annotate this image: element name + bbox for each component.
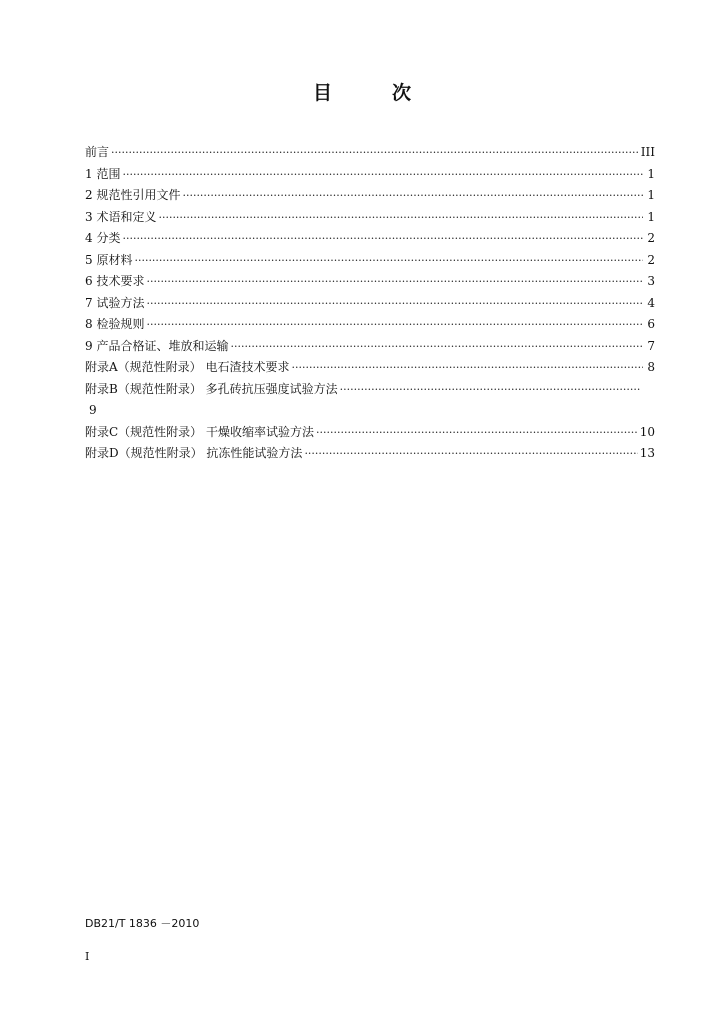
toc-entry-label: 3 术语和定义 xyxy=(85,209,157,224)
toc-entry-page: 2 xyxy=(647,231,655,245)
toc-entry-page: 3 xyxy=(647,274,655,288)
toc-entry-page: 1 xyxy=(647,209,655,224)
dot-leader xyxy=(316,422,638,444)
dot-leader xyxy=(122,228,643,250)
toc-entry-label: 附录A（规范性附录） 电石渣技术要求 xyxy=(85,360,290,374)
dot-leader xyxy=(304,443,637,465)
dot-leader xyxy=(340,379,640,401)
toc-entry-page: 13 xyxy=(639,446,655,460)
toc-entry-8[interactable] xyxy=(85,314,655,336)
toc-entry-appendix-d[interactable] xyxy=(85,443,655,465)
dot-leader xyxy=(146,271,643,293)
toc-entry-page: 7 xyxy=(647,338,655,353)
page-number: I xyxy=(85,950,90,963)
dot-leader xyxy=(230,336,643,358)
dot-leader xyxy=(111,142,639,164)
toc-entry-label: 5 原材料 xyxy=(85,252,133,267)
toc-entry-label: 4 分类 xyxy=(85,231,121,245)
dot-leader xyxy=(146,293,643,315)
dot-leader xyxy=(122,164,643,186)
toc-entry-1[interactable] xyxy=(85,164,655,186)
toc-entry-label: 7 试验方法 xyxy=(85,295,145,310)
toc-entry-4[interactable] xyxy=(85,228,655,250)
toc-entry-appendix-b-page[interactable] xyxy=(85,400,655,422)
title-char-right: 次 xyxy=(392,82,412,104)
toc-entry-label: 1 范围 xyxy=(85,166,121,181)
toc-entry-page: 6 xyxy=(647,317,655,331)
toc-entry-page: 2 xyxy=(647,252,655,267)
toc-entry-7[interactable] xyxy=(85,293,655,315)
toc-entry-label: 附录D（规范性附录） 抗冻性能试验方法 xyxy=(85,446,303,460)
dot-leader xyxy=(134,250,643,272)
toc-entry-preface[interactable] xyxy=(85,142,655,164)
toc-entry-page: III xyxy=(640,145,655,159)
toc-entry-2[interactable] xyxy=(85,185,655,207)
toc-entry-label: 6 技术要求 xyxy=(85,274,145,288)
toc-entry-page: 1 xyxy=(647,166,655,181)
standard-code: DB21/T 1836 －2010 xyxy=(85,917,200,930)
toc-entry-appendix-b[interactable] xyxy=(85,379,655,401)
dot-leader xyxy=(146,314,643,336)
toc-entry-label: 前言 xyxy=(85,145,110,159)
toc-entry-label: 9 xyxy=(89,403,97,417)
toc-entry-appendix-c[interactable] xyxy=(85,422,655,444)
dot-leader xyxy=(158,207,643,229)
toc-entry-label: 8 检验规则 xyxy=(85,317,145,331)
toc-entry-label: 附录B（规范性附录） 多孔砖抗压强度试验方法 xyxy=(85,381,338,396)
toc-entry-page: 1 xyxy=(647,188,655,202)
dot-leader xyxy=(182,185,643,207)
toc-entry-appendix-a[interactable] xyxy=(85,357,655,379)
toc-entry-3[interactable] xyxy=(85,207,655,229)
toc-entry-9[interactable] xyxy=(85,336,655,358)
toc-entry-page: 8 xyxy=(647,360,655,374)
toc-entry-6[interactable] xyxy=(85,271,655,293)
dot-leader xyxy=(291,357,643,379)
toc-entry-page: 4 xyxy=(647,295,655,310)
toc-entry-5[interactable] xyxy=(85,250,655,272)
toc-entry-page: 10 xyxy=(639,424,655,439)
table-of-contents xyxy=(85,142,655,465)
title-char-left: 目 xyxy=(312,82,332,104)
page-title xyxy=(0,78,724,105)
toc-entry-label: 附录C（规范性附录） 干燥收缩率试验方法 xyxy=(85,424,314,439)
toc-entry-label: 9 产品合格证、堆放和运输 xyxy=(85,338,229,353)
toc-entry-label: 2 规范性引用文件 xyxy=(85,188,181,202)
